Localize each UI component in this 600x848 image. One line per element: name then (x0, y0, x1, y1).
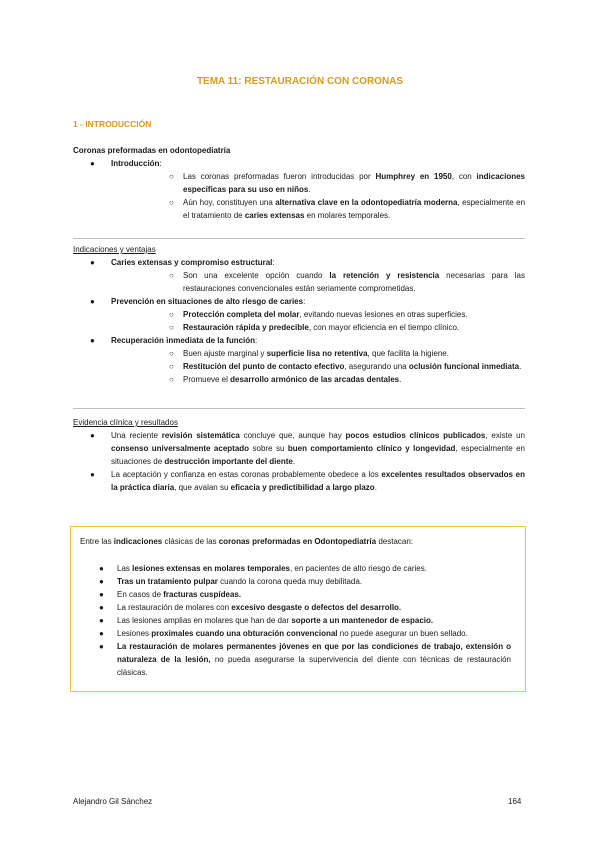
circle-bullet-icon: ○ (169, 172, 174, 181)
page-title: TEMA 11: RESTAURACIÓN CON CORONAS (196, 76, 404, 87)
footer-author: Alejandro Gil Sánchez (73, 797, 153, 806)
list-item: ● Caries extensas y compromiso estructural: ○ Son una excelente opción cuando la retención y resistencia necesarias para las restauraciones convencionales están seriamente comprometidas. (90, 258, 526, 293)
divider (73, 408, 525, 409)
list-item: ○ Protección completa del molar, evitando nuevas lesiones en otras superficies. (169, 310, 468, 319)
list-item: ● Recuperación inmediata de la función: ○ Buen ajuste marginal y superficie lisa no retentiva, que facilita la higiene. ○ Restitución del punto de contacto efectivo, asegurando una oclusión funcional inmediata. ○ Promueve el desarrollo armónico de las arcadas dentales. (73, 334, 525, 386)
list-item: ○ Las coronas preformadas fueron introducidas por Humphrey en 1950, con indicaciones específicas para su uso en niños. (169, 172, 525, 194)
bullet-icon: ● (90, 297, 95, 306)
bullet-icon: ● (99, 603, 104, 612)
bullet-icon: ● (90, 258, 95, 267)
list-item: ● En casos de fracturas cuspídeas. (99, 590, 242, 599)
circle-bullet-icon: ○ (169, 362, 174, 371)
list-item: ○ Aún hoy, constituyen una alternativa clave en la odontopediatría moderna, especialmente en el tratamiento de caries extensas en molares temporales. (169, 198, 526, 220)
circle-bullet-icon: ○ (169, 349, 174, 358)
box-intro: Entre las indicaciones clásicas de las coronas preformadas en Odontopediatría destacan: (80, 537, 414, 546)
circle-bullet-icon: ○ (169, 375, 174, 384)
indicaciones-block (73, 243, 525, 386)
circle-bullet-icon: ○ (169, 310, 174, 319)
circle-bullet-icon: ○ (169, 271, 174, 280)
footer-page-number: 164 (508, 797, 522, 806)
bullet-icon: ● (99, 642, 104, 651)
list-item: ● Lesiones proximales cuando una obturación convencional no puede asegurar un buen sellado. (99, 629, 468, 638)
list-item: ○ Buen ajuste marginal y superficie lisa no retentiva, que facilita la higiene. (169, 349, 449, 358)
divider (73, 238, 525, 239)
list-item: ○ Restitución del punto de contacto efectivo, asegurando una oclusión funcional inmediata. (169, 362, 522, 371)
list-item: ● Una reciente revisión sistemática concluye que, aunque hay pocos estudios clínicos publicados, existe un consenso universalmente aceptado sobre su buen comportamiento clínico y longevidad, especialmente en situaciones de destrucción importante del diente. (90, 431, 525, 466)
bullet-icon: ● (90, 336, 95, 345)
summary-box (70, 526, 526, 692)
bullet-icon: ● (99, 564, 104, 573)
section-heading: 1 - INTRODUCCIÓN (73, 119, 152, 129)
bullet-icon: ● (99, 629, 104, 638)
bullet-icon: ● (90, 431, 95, 440)
evidencia-block (73, 416, 525, 494)
list-item: ● Introducción: ○ Las coronas preformadas fueron introducidas por Humphrey en 1950, con indicaciones específicas para su uso en niños. ○ Aún hoy, constituyen una alternativa clave en la odontopediatría moderna, especialmente en el tratamiento de caries extensas en molares temporales. (90, 159, 526, 220)
list-item: ○ Promueve el desarrollo armónico de las arcadas dentales. (169, 375, 402, 384)
bullet-icon: ● (99, 590, 104, 599)
item-title: Introducción (111, 159, 160, 168)
coronas-block (73, 144, 525, 222)
bullet-icon: ● (90, 159, 95, 168)
list-item: ○ Restauración rápida y predecible, con mayor eficiencia en el tiempo clínico. (169, 323, 460, 332)
indicaciones-heading: Indicaciones y ventajas (73, 245, 156, 254)
bullet-icon: ● (99, 616, 104, 625)
coronas-heading: Coronas preformadas en odontopediatría (73, 146, 231, 155)
list-item: ● La aceptación y confianza en estas coronas probablemente obedece a los excelentes resultados observados en la práctica diaria, que avalan su eficacia y predictibilidad a largo plazo. (90, 470, 525, 492)
bullet-icon: ● (90, 470, 95, 479)
evidencia-heading: Evidencia clínica y resultados (73, 418, 178, 427)
list-item: ● Las lesiones extensas en molares temporales, en pacientes de alto riesgo de caries. (99, 564, 427, 573)
list-item: ● Prevención en situaciones de alto riesgo de caries: ○ Protección completa del molar, evitando nuevas lesiones en otras superficies. ○ Restauración rápida y predecible, con mayor eficiencia en el tiempo clínico. (73, 295, 525, 334)
list-item: ○ Son una excelente opción cuando la retención y resistencia necesarias para las restauraciones convencionales están seriamente comprometidas. (169, 271, 526, 293)
circle-bullet-icon: ○ (169, 323, 174, 332)
bullet-icon: ● (99, 577, 104, 586)
list-item: ● Tras un tratamiento pulpar cuando la corona queda muy debilitada. (99, 577, 363, 586)
list-item: ● Las lesiones amplias en molares que han de dar soporte a un mantenedor de espacio. (99, 616, 434, 625)
circle-bullet-icon: ○ (169, 198, 174, 207)
list-item: ● La restauración de molares con excesivo desgaste o defectos del desarrollo. (99, 603, 402, 612)
list-item: ● La restauración de molares permanentes jóvenes en que por las condiciones de trabajo, extensión o naturaleza de la lesión, no pueda asegurarse la supervivencia del diente con técnicas de restauración clásicas. (99, 642, 511, 677)
